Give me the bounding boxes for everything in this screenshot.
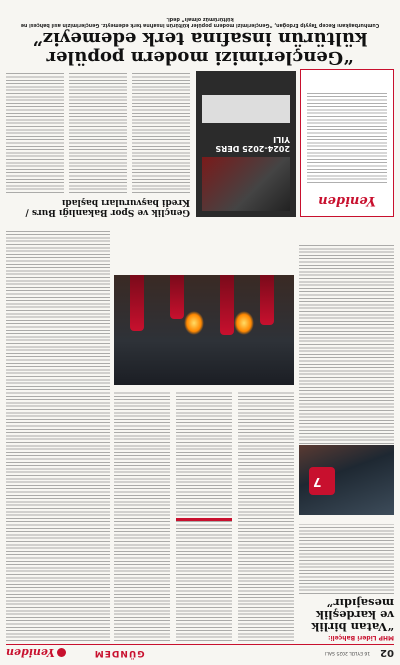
jersey-number: 7 [313,475,322,489]
column-text [6,73,64,193]
logo-icon [57,648,66,657]
feature-photo [202,157,290,211]
flare-shape [170,275,184,319]
center-story [6,71,190,217]
section-label: GÜNDEM [93,648,145,658]
lead-story [6,5,394,67]
column-text [6,231,110,641]
center-story-title: Gençlik ve Spor Bakanlığı Burs / Kredi başvuruları başladı [25,197,190,217]
flare-shape [260,275,274,325]
stadium-photo [114,275,294,385]
advert-text [307,93,387,183]
right-column [6,221,110,641]
feature-caption [202,95,290,123]
side-story-photo [299,445,394,515]
column-text [114,391,170,641]
feature-box [196,71,296,217]
side-story-title: “Vatan birlik ve kardeşlik mesajıdır” [311,596,394,634]
side-story-body-cont [299,244,394,444]
page-number: 02 [380,647,394,659]
masthead [6,644,394,661]
pyro-shape [234,311,254,335]
date-line: 16 EYLÜL 2025 SALI [325,650,371,656]
subhead-rule [176,518,232,521]
column-text [238,391,294,641]
advert-box [300,69,394,217]
feature-title: 2024-2025 DERS YILI [215,135,290,153]
flare-shape [130,275,144,331]
column-text [176,391,232,641]
flare-shape [220,275,234,335]
lead-deck: Cumhurbaşkanı Recep Tayyip Erdoğan, “Gençlerimizi modern popüler kültürün insafına terk edemeyiz. Gençlerimizin asıl bahçesi ne kültürümüz olmalı” dedi. [20,16,380,27]
lead-headline: “Gençlerimizi modern popüler kültürün insafına terk edemeyiz” [32,28,368,68]
side-story-kicker: MHP Lideri Bahçeli: [328,634,394,641]
pyro-shape [184,311,204,335]
masthead-logo [6,647,66,660]
advert-logo: Yeniden [318,193,376,208]
logo-text: Yeniden [6,646,55,660]
side-story [299,221,394,641]
column-text [69,73,127,193]
side-story-body [299,524,394,594]
column-text [132,73,190,193]
